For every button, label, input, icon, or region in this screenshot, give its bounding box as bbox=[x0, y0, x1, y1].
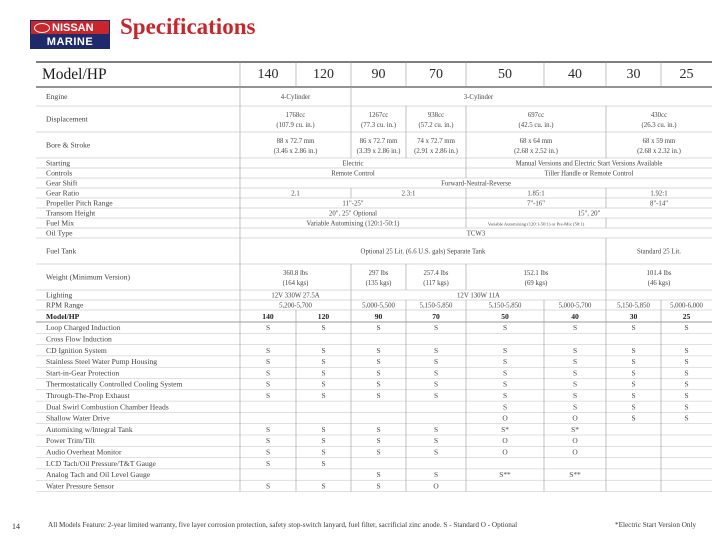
spec-value: 2.3:1 bbox=[401, 190, 416, 198]
feature-value: S bbox=[321, 345, 326, 355]
spec-value-secondary: (135 kgs) bbox=[365, 280, 392, 287]
feature-value: S bbox=[433, 391, 439, 400]
spec-value-secondary: (107.9 cu. in.) bbox=[276, 122, 315, 129]
feature-label: Audio Overheat Monitor bbox=[46, 447, 122, 457]
spec-value: 5,000-5,700 bbox=[558, 302, 592, 310]
spec-label: Propeller Pitch Range bbox=[46, 198, 113, 208]
feature-value: S bbox=[376, 379, 381, 389]
feature-value: S bbox=[265, 481, 271, 491]
spec-value: 68 x 64 mm bbox=[519, 138, 553, 145]
feature-value: S bbox=[265, 345, 271, 355]
feature-label: Through-The-Prop Exhaust bbox=[46, 391, 130, 400]
feature-value: S bbox=[433, 345, 439, 355]
feature-value: S bbox=[433, 357, 439, 367]
feature-value: S bbox=[631, 391, 636, 400]
feature-value: S bbox=[376, 357, 381, 367]
feature-value: S bbox=[321, 447, 326, 457]
spec-value: 88 x 72.7 mm bbox=[276, 138, 315, 145]
feature-value: S bbox=[265, 368, 271, 378]
feature-value: S bbox=[631, 379, 636, 389]
feature-value: S bbox=[265, 391, 271, 400]
spec-label: Controls bbox=[46, 168, 73, 178]
spec-value-secondary: (2.68 x 2.52 in.) bbox=[514, 148, 558, 155]
features-header-hp-30: 30 bbox=[629, 312, 638, 321]
feature-value: S bbox=[433, 436, 439, 446]
feature-value: S bbox=[572, 391, 578, 400]
spec-value: 7"-16" bbox=[526, 200, 546, 208]
feature-label: Stainless Steel Water Pump Housing bbox=[46, 357, 158, 367]
feature-value: S bbox=[376, 470, 381, 480]
feature-value: S bbox=[265, 447, 271, 457]
features-header-label: Model/HP bbox=[46, 312, 80, 321]
header-hp-40: 40 bbox=[568, 67, 582, 82]
spec-value: 86 x 72.7 mm bbox=[359, 138, 398, 145]
feature-value: S bbox=[572, 379, 578, 389]
spec-label: Fuel Mix bbox=[46, 218, 75, 228]
feature-value: S bbox=[433, 368, 439, 378]
feature-value: S bbox=[376, 323, 381, 333]
feature-label: Power Trim/Tilt bbox=[46, 436, 95, 446]
spec-label: Starting bbox=[46, 158, 71, 168]
spec-value: 1768cc bbox=[285, 112, 306, 119]
spec-label: Fuel Tank bbox=[46, 246, 77, 256]
feature-value: O bbox=[502, 413, 508, 423]
header-hp-25: 25 bbox=[679, 67, 694, 82]
feature-label: Loop Charged Induction bbox=[46, 323, 121, 333]
feature-value: S bbox=[684, 357, 689, 367]
feature-label: Water Pressure Sensor bbox=[46, 481, 115, 491]
spec-value: 5,150-5,850 bbox=[419, 302, 453, 310]
header-hp-50: 50 bbox=[498, 67, 512, 82]
spec-value: 2.1 bbox=[291, 190, 300, 198]
feature-value: O bbox=[572, 413, 578, 423]
feature-label: Thermostatically Controlled Cooling System bbox=[46, 379, 183, 389]
feature-value: S bbox=[321, 436, 326, 446]
spec-label: Displacement bbox=[46, 114, 88, 124]
logo-emblem-icon bbox=[34, 23, 50, 33]
features-header-hp-25: 25 bbox=[682, 312, 691, 321]
features-header-hp-140: 140 bbox=[262, 312, 274, 321]
feature-value: S bbox=[376, 481, 381, 491]
feature-value: S bbox=[502, 379, 508, 389]
spec-value: Standard 25 Lit. bbox=[637, 248, 681, 256]
feature-value: S bbox=[433, 447, 439, 457]
features-header-hp-90: 90 bbox=[374, 312, 383, 321]
header-hp-30: 30 bbox=[626, 67, 641, 82]
feature-value: S bbox=[376, 368, 381, 378]
spec-value-secondary: (3.46 x 2.86 in.) bbox=[273, 148, 318, 155]
feature-label: Start-in-Gear Protection bbox=[46, 368, 120, 378]
feature-value: S bbox=[572, 357, 578, 367]
spec-value: 5,150-5,850 bbox=[488, 302, 522, 310]
feature-value: S bbox=[265, 436, 271, 446]
header-hp-140: 140 bbox=[257, 67, 279, 82]
spec-value-secondary: (57.2 cu. in.) bbox=[418, 122, 454, 129]
spec-value: 1.92:1 bbox=[650, 190, 668, 198]
feature-value: S bbox=[684, 379, 689, 389]
spec-value: Tiller Handle or Remote Control bbox=[544, 170, 634, 178]
feature-value: S bbox=[321, 357, 326, 367]
feature-value: S bbox=[502, 323, 508, 333]
feature-value: S bbox=[572, 323, 578, 333]
feature-value: S bbox=[502, 368, 508, 378]
spec-value: Variable Automixing (120:1-50:1) bbox=[306, 220, 400, 228]
feature-value: S bbox=[631, 413, 636, 423]
feature-value: S bbox=[265, 424, 271, 434]
spec-value: 1267cc bbox=[368, 112, 389, 119]
spec-value-secondary: (77.3 cu. in.) bbox=[361, 122, 396, 129]
logo-nissan-text: NISSAN bbox=[52, 22, 94, 34]
spec-value: 257.4 lbs bbox=[423, 270, 449, 277]
feature-value: S bbox=[265, 379, 271, 389]
feature-value: S bbox=[631, 345, 636, 355]
spec-value: 20", 25" Optional bbox=[328, 210, 378, 218]
spec-value-secondary: (69 kgs) bbox=[524, 280, 548, 287]
feature-label: CD Ignition System bbox=[46, 345, 107, 355]
feature-value: S bbox=[684, 323, 689, 333]
logo-marine-text: MARINE bbox=[30, 35, 110, 49]
spec-value: 74 x 72.7 mm bbox=[417, 138, 455, 145]
feature-value: S bbox=[321, 368, 326, 378]
features-header-hp-50: 50 bbox=[501, 312, 509, 321]
spec-label: Gear Ratio bbox=[46, 188, 80, 198]
nissan-marine-logo bbox=[30, 20, 110, 50]
feature-label: LCD Tach/Oil Pressure/T&T Gauge bbox=[46, 458, 156, 468]
feature-value: S** bbox=[569, 470, 581, 480]
feature-value: S bbox=[321, 424, 326, 434]
feature-value: S bbox=[265, 357, 271, 367]
feature-value: S bbox=[376, 447, 381, 457]
feature-value: S bbox=[572, 402, 578, 412]
feature-value: S bbox=[631, 402, 636, 412]
feature-value: S bbox=[376, 345, 381, 355]
spec-value: Remote Control bbox=[331, 170, 375, 178]
feature-value: S bbox=[684, 402, 689, 412]
feature-value: S bbox=[502, 391, 508, 400]
spec-value: 68 x 59 mm bbox=[642, 138, 676, 145]
feature-value: O bbox=[502, 436, 508, 446]
spec-value: 5,200-5,700 bbox=[279, 302, 312, 310]
feature-value: S bbox=[684, 391, 689, 400]
feature-value: S bbox=[376, 391, 381, 400]
spec-value: 297 lbs bbox=[368, 270, 389, 277]
spec-value-secondary: (3.39 x 2.86 in.) bbox=[356, 148, 401, 155]
feature-value: S bbox=[321, 379, 326, 389]
spec-value: 4-Cylinder bbox=[280, 93, 311, 101]
spec-value: 1.85:1 bbox=[527, 190, 545, 198]
spec-label: Oil Type bbox=[46, 228, 73, 238]
spec-value-secondary: (117 kgs) bbox=[423, 280, 449, 287]
spec-value: 15", 20" bbox=[577, 210, 601, 218]
spec-value: 152.1 lbs bbox=[523, 270, 549, 277]
spec-value: Variable Automixing (120:1-50:1) or Pre-Mix (50:1) bbox=[487, 221, 585, 227]
spec-value: 5,000-5,500 bbox=[362, 302, 395, 310]
feature-value: S bbox=[631, 323, 636, 333]
feature-value: S bbox=[433, 470, 439, 480]
feature-value: S bbox=[321, 323, 326, 333]
spec-value: 8"-14" bbox=[649, 200, 669, 208]
spec-label: Transom Height bbox=[46, 208, 96, 218]
feature-value: S bbox=[502, 402, 508, 412]
spec-label: Bore & Stroke bbox=[46, 140, 91, 150]
spec-value-secondary: (2.91 x 2.86 in.) bbox=[414, 148, 458, 155]
feature-label: Shallow Water Drive bbox=[46, 413, 110, 423]
feature-value: S bbox=[433, 424, 439, 434]
feature-value: S bbox=[631, 357, 636, 367]
feature-value: S bbox=[433, 379, 439, 389]
spec-value: Optional 25 Lit. (6.6 U.S. gals) Separate Tank bbox=[360, 248, 486, 256]
footnote-electric-start: *Electric Start Version Only bbox=[615, 521, 697, 529]
spec-value-secondary: (46 kgs) bbox=[647, 280, 671, 287]
spec-value: 11"-25" bbox=[342, 200, 364, 208]
feature-value: S bbox=[376, 424, 381, 434]
spec-value: Manual Versions and Electric Start Versions Available bbox=[515, 160, 663, 168]
feature-value: O bbox=[572, 447, 578, 457]
spec-label: Weight (Minimum Version) bbox=[46, 272, 131, 282]
feature-value: S bbox=[502, 345, 508, 355]
spec-label: Engine bbox=[46, 92, 68, 102]
features-header-hp-40: 40 bbox=[571, 312, 579, 321]
feature-value: S** bbox=[499, 470, 511, 480]
feature-value: S bbox=[321, 391, 326, 400]
feature-value: S bbox=[321, 481, 326, 491]
feature-value: S bbox=[433, 323, 439, 333]
feature-label: Dual Swirl Combustion Chamber Heads bbox=[46, 402, 169, 412]
feature-value: O bbox=[572, 436, 578, 446]
features-header-hp-70: 70 bbox=[432, 312, 440, 321]
feature-value: S bbox=[376, 436, 381, 446]
feature-value: S* bbox=[501, 424, 509, 434]
header-hp-70: 70 bbox=[429, 67, 443, 82]
spec-value-secondary: (164 kgs) bbox=[282, 280, 309, 287]
page-title: Specifications bbox=[120, 14, 256, 39]
spec-value: 12V 330W 27.5A bbox=[271, 292, 320, 300]
feature-value: S bbox=[684, 345, 689, 355]
feature-value: S bbox=[265, 458, 271, 468]
feature-label: Automixing w/Integral Tank bbox=[46, 424, 133, 434]
header-hp-120: 120 bbox=[313, 67, 334, 82]
features-header-hp-120: 120 bbox=[317, 312, 330, 321]
spec-value-secondary: (2.68 x 2.32 in.) bbox=[637, 148, 681, 155]
specifications-table-graphic bbox=[36, 60, 712, 516]
spec-value: TCW3 bbox=[466, 230, 486, 238]
feature-value: S bbox=[684, 368, 689, 378]
spec-value: 697cc bbox=[527, 112, 545, 119]
header-model-hp-label: Model/HP bbox=[42, 66, 107, 83]
spec-label: RPM Range bbox=[46, 300, 84, 310]
feature-value: S bbox=[265, 323, 271, 333]
spec-label: Gear Shift bbox=[46, 178, 78, 188]
feature-value: O bbox=[502, 447, 508, 457]
spec-value: 12V 130W 11A bbox=[457, 292, 500, 300]
spec-value: 938cc bbox=[427, 112, 445, 119]
spec-value: 5,000-6,000 bbox=[670, 302, 703, 310]
spec-value: 430cc bbox=[650, 112, 668, 119]
spec-value: Electric bbox=[342, 160, 364, 168]
spec-value: 3-Cylinder bbox=[463, 93, 494, 101]
feature-value: S bbox=[321, 458, 326, 468]
feature-value: S bbox=[684, 413, 689, 423]
specifications-table bbox=[36, 60, 712, 516]
page-number: 14 bbox=[12, 522, 20, 531]
spec-value: Forward-Neutral-Reverse bbox=[441, 180, 511, 188]
spec-value: 5,150-5,850 bbox=[617, 302, 650, 310]
feature-value: S bbox=[572, 368, 578, 378]
feature-value: S bbox=[572, 345, 578, 355]
nissan-badge bbox=[30, 20, 110, 35]
footnote: All Models Feature: 2-year limited warranty, five layer corrosion protection, safety stop-switch lanyard, fuel filter, sacrificial zinc anode. S - Standard O - Optional bbox=[48, 521, 518, 529]
feature-value: S* bbox=[571, 424, 579, 434]
feature-label: Analog Tach and Oil Level Gauge bbox=[46, 470, 151, 480]
header-hp-90: 90 bbox=[371, 67, 386, 82]
spec-value-secondary: (26.3 cu. in.) bbox=[641, 122, 677, 129]
spec-value: 101.4 lbs bbox=[646, 270, 672, 277]
feature-value: S bbox=[502, 357, 508, 367]
feature-value: O bbox=[433, 481, 439, 491]
spec-value: 360.8 lbs bbox=[283, 270, 308, 277]
spec-value-secondary: (42.5 cu. in.) bbox=[518, 122, 554, 129]
spec-label: Lighting bbox=[46, 290, 73, 300]
feature-label: Cross Flow Induction bbox=[46, 334, 112, 344]
feature-value: S bbox=[631, 368, 636, 378]
